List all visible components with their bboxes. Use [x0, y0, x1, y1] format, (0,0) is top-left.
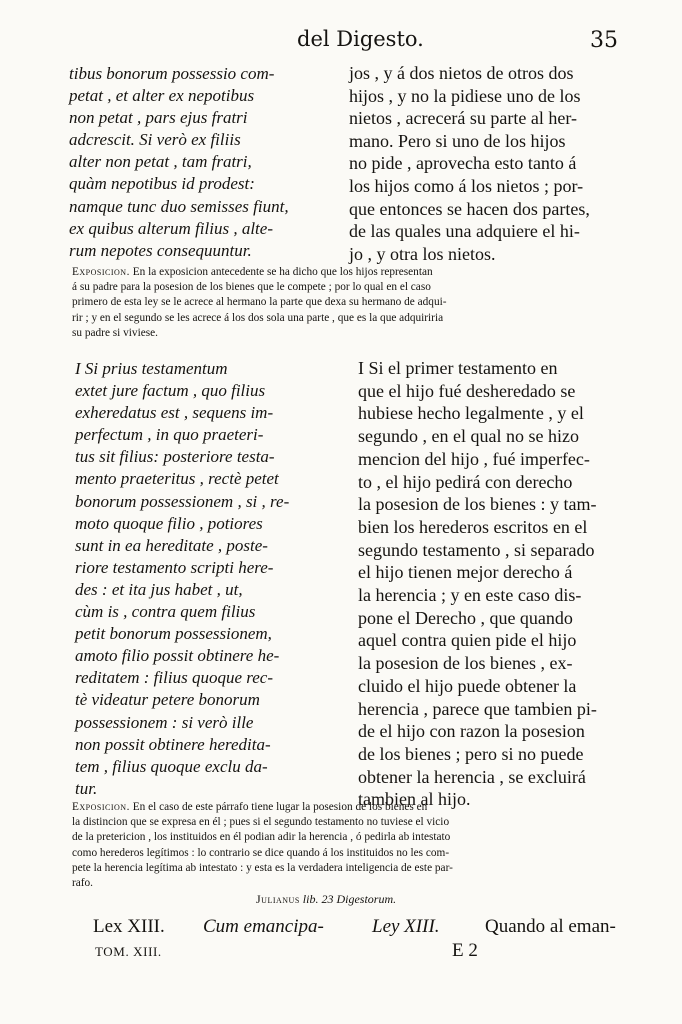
latin-line: tem , filius quoque exclu da- — [75, 756, 268, 776]
spanish-line: tambien al hijo. — [358, 789, 471, 810]
exposicion-block-2 — [72, 800, 612, 891]
page-number: 35 — [590, 28, 618, 53]
latin-column-top — [69, 63, 289, 262]
latin-line: possessionem : si verò ille — [75, 712, 254, 732]
spanish-line: de el hijo con razon la posesion — [358, 721, 585, 742]
spanish-line: el hijo tienen mejor derecho á — [358, 562, 573, 583]
exposicion-block-1 — [72, 265, 612, 341]
spanish-line: to , el hijo pedirá con derecho — [358, 471, 573, 492]
latin-line: ex quibus alterum filius , alte- — [69, 218, 273, 238]
spanish-line: nietos , acrecerá su parte al her- — [349, 108, 578, 129]
lex-text: Cum emancipa- — [203, 916, 324, 937]
latin-line: cùm is , contra quem filius — [75, 602, 256, 622]
latin-line: sunt in ea hereditate , poste- — [75, 535, 268, 555]
exposicion-line: rafo. — [72, 877, 94, 890]
spanish-line: de las quales una adquiere el hi- — [349, 221, 580, 242]
spanish-line: la posesion de los bienes : y tam- — [358, 494, 597, 515]
exposicion-label: Exposicion. — [72, 266, 130, 278]
source-citation — [256, 892, 396, 907]
latin-line: non petat , pars ejus fratri — [69, 108, 248, 128]
latin-line: mento praeteritus , rectè petet — [75, 469, 279, 489]
latin-line: riore testamento scripti here- — [75, 557, 274, 577]
latin-line: non possit obtinere heredita- — [75, 734, 271, 754]
latin-line: amoto filio possit obtinere he- — [75, 646, 280, 666]
latin-line: adcrescit. Si verò ex filiis — [69, 130, 241, 150]
citation-source: lib. 23 Digestorum. — [302, 892, 397, 906]
exposicion-label: Exposicion. — [72, 801, 130, 813]
spanish-line: herencia , parece que tambien pi- — [358, 698, 597, 719]
latin-line: perfectum , in quo praeteri- — [75, 425, 264, 445]
exposicion-line: rir ; y en el segundo se les acrece á los dos sola una parte , que es la que adquiriria — [72, 311, 444, 324]
exposicion-line: Exposicion. En la exposicion antecedente se ha dicho que los hijos representan — [72, 266, 433, 278]
citation-author: Julianus — [256, 892, 300, 906]
latin-line: moto quoque filio , potiores — [75, 513, 263, 533]
latin-line: reditatem : filius quoque rec- — [75, 668, 273, 688]
spanish-line: hijos , y no la pidiese uno de los — [349, 85, 581, 106]
spanish-column-main — [358, 357, 597, 811]
spanish-line: segundo testamento , si separado — [358, 539, 595, 560]
exposicion-line: primero de esta ley se le acrece al hermano la parte que dexa su hermano de adqui- — [72, 296, 447, 309]
latin-line: namque tunc duo semisses fiunt, — [69, 196, 289, 216]
spanish-line: de los bienes ; pero si no puede — [358, 743, 584, 764]
ley-heading: Ley XIII. — [372, 916, 440, 937]
spanish-line: que entonces se hacen dos partes, — [349, 198, 590, 219]
latin-line: tè videatur petere bonorum — [75, 690, 260, 710]
exposicion-line: pete la herencia legítima ab intestato : y esta es la verdadera inteligencia de este par- — [72, 861, 453, 874]
latin-line: tur. — [75, 778, 98, 798]
spanish-line: que el hijo fué desheredado se — [358, 380, 576, 401]
spanish-line: hubiese hecho legalmente , y el — [358, 403, 584, 424]
spanish-line: jos , y á dos nietos de otros dos — [349, 63, 574, 83]
spanish-line: la posesion de los bienes , ex- — [358, 653, 573, 674]
latin-line: quàm nepotibus id prodest: — [69, 174, 255, 194]
exposicion-line: de la pretericion , los instituidos en él podian adir la herencia , ó pedirla ab intestato — [72, 831, 451, 844]
latin-line: extet jure factum , quo filius — [75, 381, 266, 401]
running-title: del Digesto. — [297, 27, 424, 51]
spanish-line: cluido el hijo puede obtener la — [358, 675, 577, 696]
latin-line: bonorum possessionem , si , re- — [75, 491, 290, 511]
spanish-line: pone el Derecho , que quando — [358, 607, 573, 628]
latin-line: petat , et alter ex nepotibus — [69, 86, 255, 106]
exposicion-line: como herederos legítimos : lo contrario se dice quando á los instituidos no les com- — [72, 846, 450, 859]
spanish-line: mencion del hijo , fué imperfec- — [358, 448, 590, 469]
latin-line: tus sit filius: posteriore testa- — [75, 447, 275, 467]
latin-column-main — [75, 358, 289, 800]
spanish-line: aquel contra quien pide el hijo — [358, 630, 577, 651]
latin-line: petit bonorum possessionem, — [75, 624, 272, 644]
spanish-line: I Si el primer testamento en — [358, 358, 558, 378]
spanish-line: bien los herederos escritos en el — [358, 516, 588, 537]
exposicion-line: su padre si viviese. — [72, 326, 158, 339]
lex-heading: Lex XIII. — [93, 916, 165, 937]
latin-line: rum nepotes consequuntur. — [69, 240, 252, 260]
latin-line: I Si prius testamentum — [75, 359, 228, 378]
latin-line: exheredatus est , sequens im- — [75, 403, 274, 423]
spanish-line: jo , y otra los nietos. — [349, 243, 496, 264]
spanish-line: segundo , en el qual no se hizo — [358, 426, 579, 447]
exposicion-line: la distincion que se expresa en él ; pues si el segundo testamento no tuviese el vicio — [72, 816, 450, 829]
spanish-line: obtener la herencia , se excluirá — [358, 766, 586, 787]
latin-line: alter non petat , tam fratri, — [69, 152, 252, 172]
exposicion-line: á su padre para la posesion de los bienes que le compete ; por lo qual en el caso — [72, 281, 431, 294]
spanish-column-top — [349, 62, 590, 265]
ley-text: Quando al eman- — [485, 916, 616, 937]
latin-line: des : et ita jus habet , ut, — [75, 579, 243, 599]
spanish-line: los hijos como á los nietos ; por- — [349, 175, 584, 196]
signature-mark: E 2 — [452, 940, 478, 961]
spanish-line: mano. Pero si uno de los hijos — [349, 130, 566, 151]
exposicion-line: Exposicion. En el caso de este párrafo tiene lugar la posesion de los bienes en — [72, 801, 428, 813]
spanish-line: la herencia ; y en este caso dis- — [358, 585, 582, 606]
spanish-line: no pide , aprovecha esto tanto á — [349, 153, 577, 174]
latin-line: tibus bonorum possessio com- — [69, 64, 275, 83]
tome-label: TOM. XIII. — [95, 944, 162, 959]
